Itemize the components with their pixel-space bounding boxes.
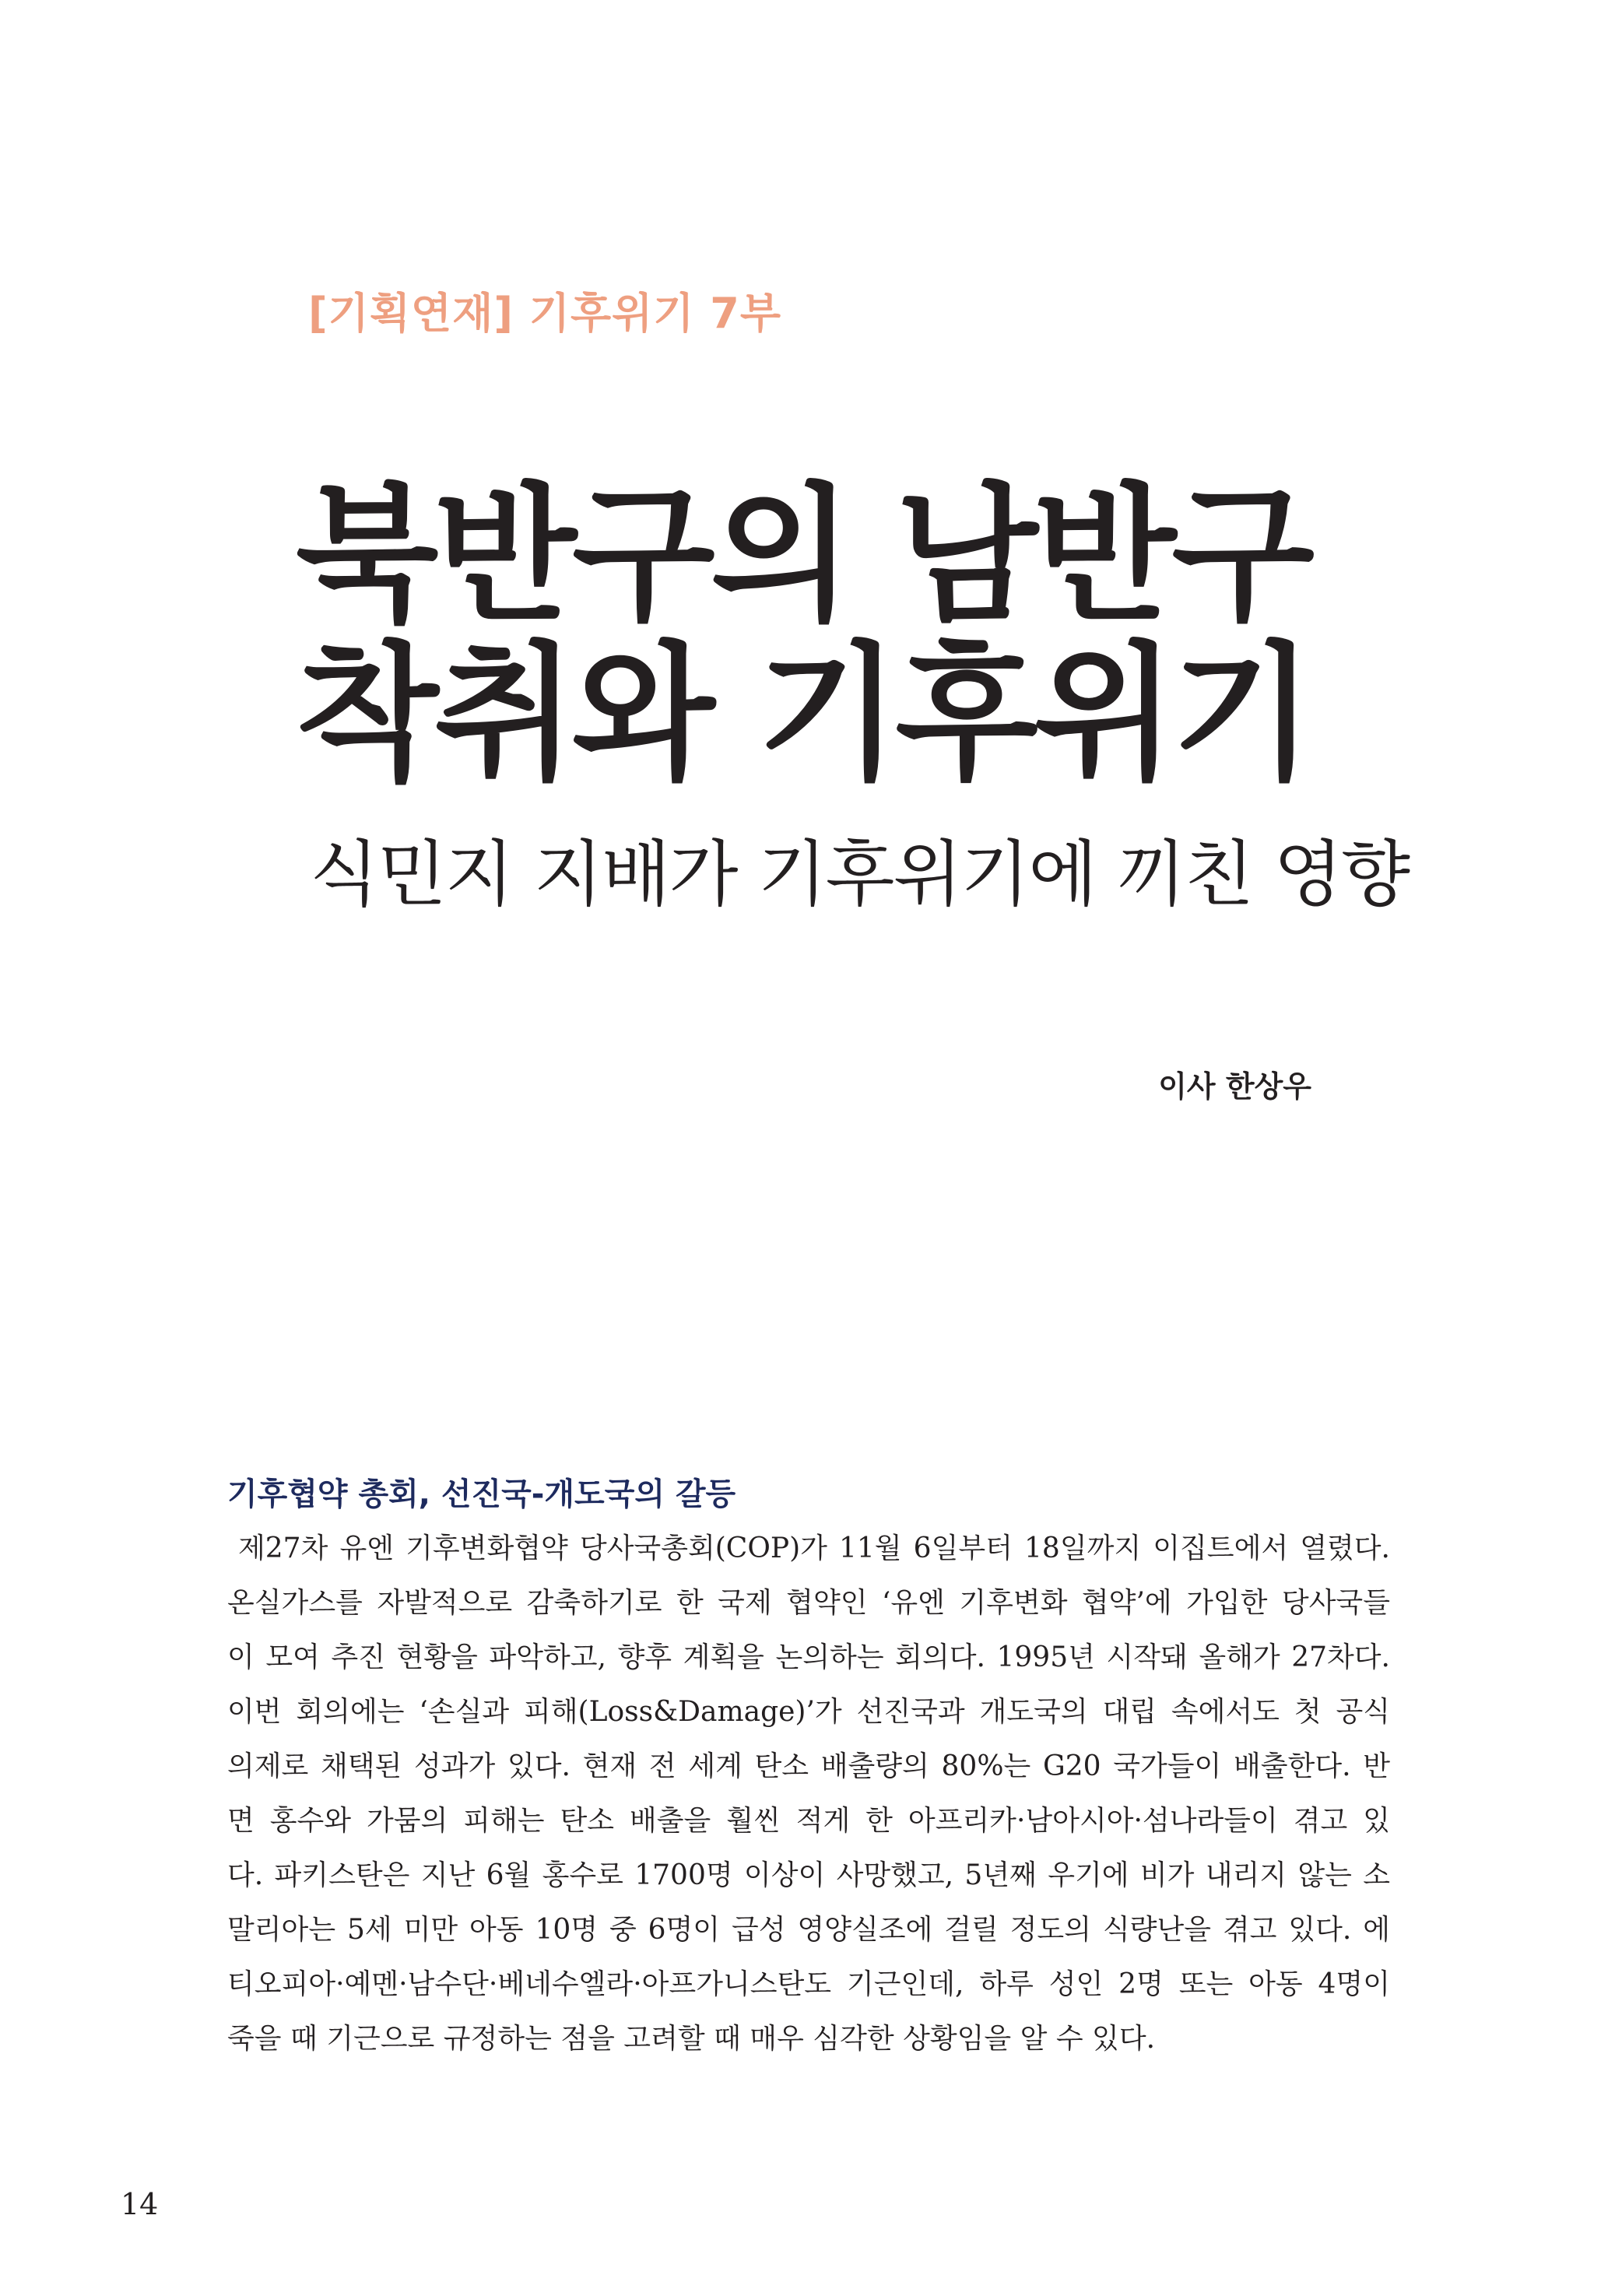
body-line: 온실가스를 자발적으로 감축하기로 한 국제 협약인 ‘유엔 기후변화 협약’에 가입한 당사국들 — [227, 1587, 1390, 1619]
section-heading: 기후협약 총회, 선진국-개도국의 갈등 — [227, 1476, 736, 1512]
body-line: 의제로 채택된 성과가 있다. 현재 전 세계 탄소 배출량의 80%는 G20 국가들이 배출한다. 반 — [227, 1750, 1390, 1782]
page-number: 14 — [121, 2187, 159, 2221]
author-byline: 이사 한상우 — [1158, 1069, 1311, 1104]
series-label: [기획연재] 기후위기 7부 — [308, 289, 782, 338]
article-title-line-2: 착취와 기후위기 — [296, 628, 1310, 800]
body-line: 다. 파키스탄은 지난 6월 홍수로 1700명 이상이 사망했고, 5년째 우기에 비가 내리지 않는 소 — [227, 1859, 1390, 1891]
article-title-line-1: 북반구의 남반구 — [296, 469, 1310, 641]
body-line: 말리아는 5세 미만 아동 10명 중 6명이 급성 영양실조에 걸릴 정도의 식량난을 겪고 있다. 에 — [227, 1914, 1390, 1946]
body-line: 이번 회의에는 ‘손실과 피해(Loss&Damage)’가 선진국과 개도국의 대립 속에서도 첫 공식 — [227, 1696, 1390, 1728]
body-line: 티오피아·예멘·남수단·베네수엘라·아프가니스탄도 기근인데, 하루 성인 2명 또는 아동 4명이 — [227, 1968, 1390, 2000]
article-subtitle: 식민지 지배가 기후위기에 끼친 영향 — [310, 833, 1410, 916]
body-line: 죽을 때 기근으로 규정하는 점을 고려할 때 매우 심각한 상황임을 알 수 있다. — [227, 2023, 1156, 2055]
body-paragraph — [227, 1522, 1390, 2066]
body-line: 면 홍수와 가뭄의 피해는 탄소 배출을 훨씬 적게 한 아프리카·남아시아·섬나라들이 겪고 있 — [227, 1805, 1390, 1837]
body-line: 이 모여 추진 현황을 파악하고, 향후 계획을 논의하는 회의다. 1995년 시작돼 올해가 27차다. — [227, 1641, 1390, 1673]
body-line: 제27차 유엔 기후변화협약 당사국총회(COP)가 11월 6일부터 18일까지 이집트에서 열렸다. — [238, 1532, 1390, 1564]
article-title — [296, 469, 1385, 800]
